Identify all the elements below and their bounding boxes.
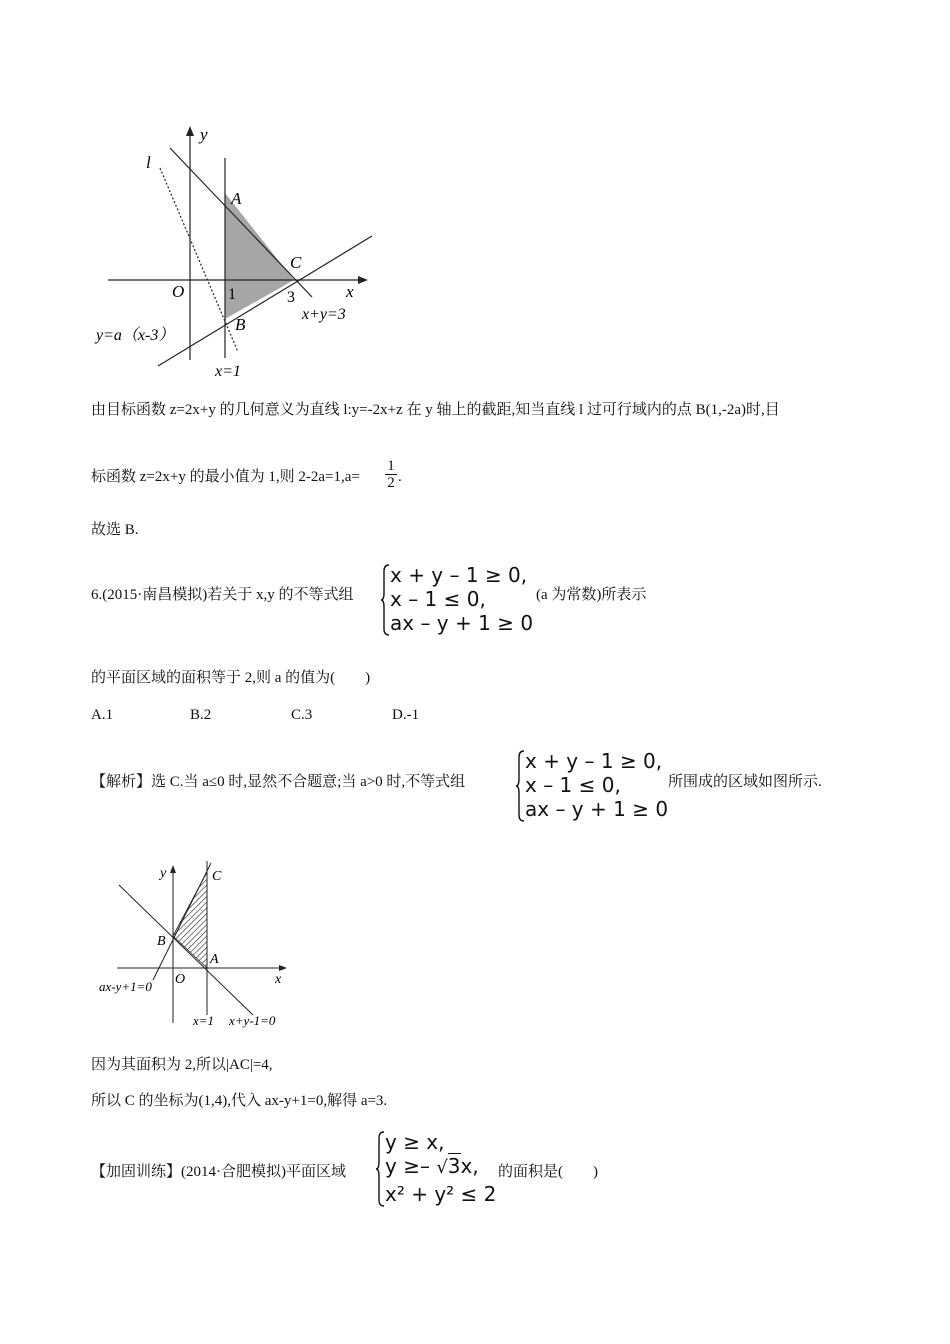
figure-feasible-region-1 (90, 120, 390, 385)
fig1-label-3: 3 (287, 289, 295, 306)
fig1-label-l: l (146, 153, 151, 172)
analysis6-sys-row2: x – 1 ≤ 0, (525, 773, 621, 797)
solution5-line2-text: 标函数 z=2x+y 的最小值为 1,则 2-2a=1,a= (91, 469, 360, 485)
fig2-label-B: B (157, 934, 166, 949)
brace-icon (515, 749, 525, 823)
q6-suffix: (a 为常数)所表示 (536, 587, 647, 603)
fig2-label-A: A (210, 952, 219, 967)
fig1-label-line-a: y=a（x-3） (96, 327, 175, 344)
fig1-label-A: A (231, 189, 242, 208)
fig1-label-x: x (346, 282, 354, 301)
q6-option-c: C.3 (291, 707, 313, 723)
fig1-label-C: C (290, 253, 302, 272)
q6-sys-row3: ax – y + 1 ≥ 0 (390, 611, 534, 635)
fig1-label-B: B (235, 315, 246, 334)
fig1-label-line-xy: x+y=3 (302, 306, 346, 323)
fraction-tail: . (398, 469, 402, 485)
fig2-label-x: x (275, 972, 282, 987)
fig1-label-x1: x=1 (215, 363, 241, 380)
solution5-conclusion: 故选 B. (91, 522, 139, 538)
fig2-label-x1: x=1 (193, 1013, 215, 1028)
fraction-denominator: 2 (387, 475, 395, 491)
practice-suffix: 的面积是( ) (498, 1164, 598, 1180)
solution5-line1: 由目标函数 z=2x+y 的几何意义为直线 l:y=-2x+z 在 y 轴上的截距,知当直线 l 过可行域内的点 B(1,-2a)时,目 (91, 402, 780, 418)
fig2-label-y: y (160, 866, 167, 881)
analysis6-inequality-system (515, 749, 675, 823)
figure-feasible-region-2 (95, 855, 295, 1030)
practice-inequality-system (375, 1130, 515, 1208)
analysis6-prefix: 【解析】选 C.当 a≤0 时,显然不合题意;当 a>0 时,不等式组 (91, 774, 466, 790)
analysis6-sys-row3: ax – y + 1 ≥ 0 (525, 797, 669, 821)
practice-sys-row3: x² + y² ≤ 2 (385, 1182, 497, 1206)
q6-prefix: 6.(2015·南昌模拟)若关于 x,y 的不等式组 (91, 587, 354, 603)
y-axis-arrow (170, 865, 176, 873)
fig1-label-1: 1 (228, 286, 236, 303)
q6-option-b: B.2 (190, 707, 212, 723)
fraction-one-half (385, 458, 397, 491)
practice-sys-row2-sqrt: 3 (447, 1154, 461, 1178)
fig2-label-O: O (175, 972, 186, 987)
analysis6-cont-line1: 因为其面积为 2,所以|AC|=4, (91, 1057, 273, 1073)
brace-icon (380, 563, 390, 637)
sqrt-sign: √ (436, 1157, 448, 1178)
brace-icon (375, 1130, 385, 1208)
q6-option-a: A.1 (91, 707, 114, 723)
q6-line2: 的平面区域的面积等于 2,则 a 的值为( ) (91, 670, 371, 686)
q6-sys-row2: x – 1 ≤ 0, (390, 587, 486, 611)
y-axis-arrow (186, 126, 194, 136)
x-axis-arrow (279, 965, 287, 971)
q6-sys-row1: x + y – 1 ≥ 0, (390, 563, 528, 587)
q6-option-d: D.-1 (392, 707, 420, 723)
analysis6-suffix: 所围成的区域如图所示. (668, 774, 822, 790)
line-x-plus-y-minus-1 (119, 885, 253, 1015)
analysis6-sys-row1: x + y – 1 ≥ 0, (525, 749, 663, 773)
fig1-label-y: y (200, 125, 208, 144)
fig1-label-O: O (172, 282, 185, 301)
x-axis-arrow (358, 276, 368, 284)
solution5-line2 (91, 467, 360, 487)
practice-sys-row2 (385, 1154, 496, 1182)
q6-inequality-system (380, 563, 540, 637)
analysis6-cont-line2: 所以 C 的坐标为(1,4),代入 ax-y+1=0,解得 a=3. (91, 1093, 388, 1109)
fig2-label-xy: x+y-1=0 (229, 1013, 276, 1028)
practice-sys-row1: y ≥ x, (385, 1130, 445, 1154)
fig2-label-axy: ax-y+1=0 (99, 979, 152, 994)
fraction-numerator: 1 (385, 458, 397, 475)
fig2-label-C: C (212, 869, 222, 884)
practice-prefix: 【加固训练】(2014·合肥模拟)平面区域 (91, 1164, 346, 1180)
practice-sys-row2-b: x, (460, 1154, 479, 1178)
practice-sys-row2-a: y ≥– (385, 1154, 437, 1178)
